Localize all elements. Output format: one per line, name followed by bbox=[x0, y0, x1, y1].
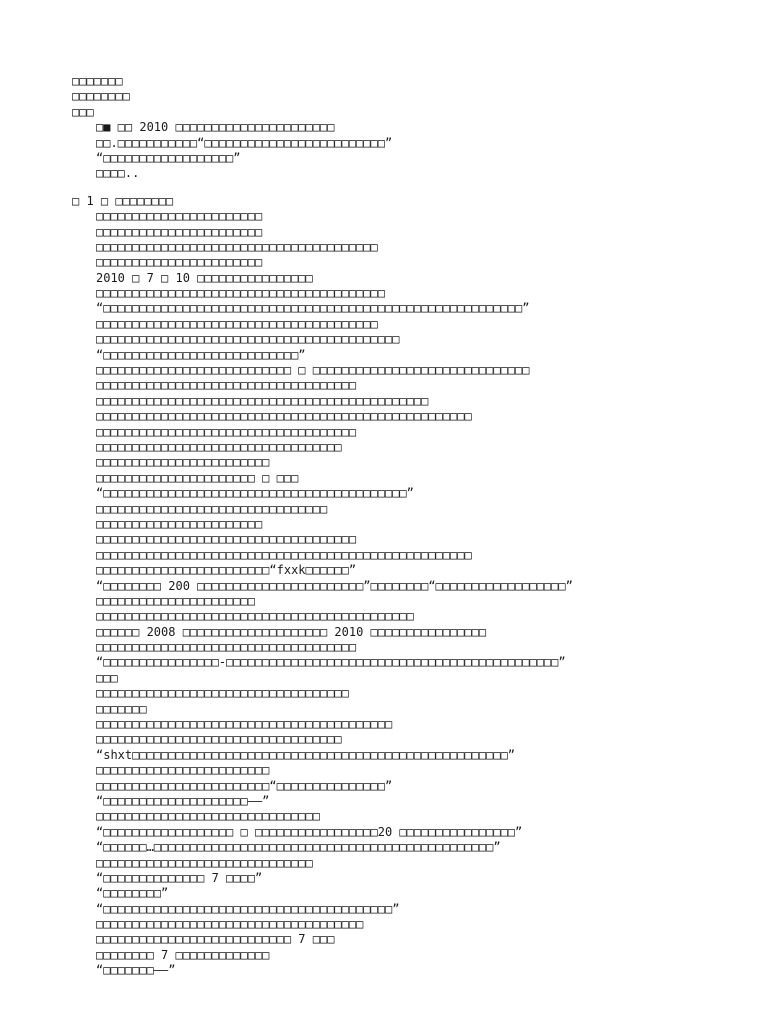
text-line: □□□□□□□□□□□□□□□□□□□□□□□□□□□□□□□□□□□□□□□□□□ bbox=[96, 332, 400, 347]
text-line: □□□□□□□□□□□□□□□□□□□□□□□□□□□□□□□□□□□□□□□□□□□□□□ bbox=[96, 393, 429, 408]
text-line: “□□□□□□□□□□□□□□□□□□□□□□□□□□□” bbox=[96, 347, 306, 362]
text-line: □□□□□□□□□□□□□□□□□□□□□□□□□□□ 7 □□□ bbox=[96, 932, 335, 947]
text-line: “□□□□□□□□” bbox=[96, 886, 169, 901]
text-line: □□.□□□□□□□□□□□“□□□□□□□□□□□□□□□□□□□□□□□□□” bbox=[96, 135, 393, 150]
text-line: □□□□□□□□□□□□□□□□□□□□□□□□ bbox=[96, 763, 270, 778]
text-line: □□□□□□□□□□□□□□□□□□□□□□□□□□□□□□□□□□□□ bbox=[96, 378, 357, 393]
text-line: “shxt□□□□□□□□□□□□□□□□□□□□□□□□□□□□□□□□□□□□□□□□□□□□□□□□□□□□” bbox=[96, 747, 516, 762]
text-line: □□□□□□□□□□□□□□□□□□□□□□□□□□□□□□□ bbox=[96, 809, 320, 824]
text-line: “□□□□□□□□□□□□□□□□□□” bbox=[96, 150, 241, 165]
text-line: □□□□□□□ bbox=[72, 74, 123, 88]
text-line: □□□ bbox=[96, 670, 118, 685]
text-line: □□□□□□□□□□□□□□□□□□□□□□□□“fxxk□□□□□□” bbox=[96, 563, 357, 578]
text-line: □□□□□□□□□□□□□□□□□□□□□□□□□□□□□□ bbox=[96, 855, 313, 870]
text-line: □□□□□□□□□□□□□□□□□□□□□□□□□□□□□□□□□□□□□□□□□□□□ bbox=[96, 609, 414, 624]
text-line: “□□□□□□□□□□□□□□□□□□□□□□□□□□□□□□□□□□□□□□□□□□□□□□□□□□□□□□□□□□” bbox=[96, 301, 530, 316]
text-line: “□□□□□□□□□□□□□□□□□□ □ □□□□□□□□□□□□□□□□□20 □□□□□□□□□□□□□□□□” bbox=[96, 824, 523, 839]
text-line: □□□□□□□□□□□□□□□□□□□□□□□□□□□□□□□□□□□□□□□□ bbox=[96, 286, 385, 301]
text-line: “□□□□□□□——” bbox=[96, 963, 176, 978]
text-line: “□□□□□□…□□□□□□□□□□□□□□□□□□□□□□□□□□□□□□□□□□□□□□□□□□□□□□□” bbox=[96, 840, 501, 855]
text-line: □□□□□□ 2008 □□□□□□□□□□□□□□□□□□□□ 2010 □□□□□□□□□□□□□□□□ bbox=[96, 624, 487, 639]
text-line: □□□□□□□□□□□□□□□□□□□□□□□□□□□□□□□□□□□□□□□ bbox=[96, 316, 378, 331]
text-line: □□□□□□□□□□□□□□□□□□□□□□□□ bbox=[96, 455, 270, 470]
text-line: □□□□□□□□□□□□□□□□□□□□□□ □ □□□ bbox=[96, 470, 299, 485]
paragraph-gap bbox=[72, 182, 752, 194]
text-line: “□□□□□□□□□□□□□□□□-□□□□□□□□□□□□□□□□□□□□□□□□□□□□□□□□□□□□□□□□□□□□□□” bbox=[96, 655, 566, 670]
text-line: “□□□□□□□□□□□□□□□□□□□□——” bbox=[96, 793, 270, 808]
text-line: □ 1 □ □□□□□□□□ bbox=[72, 193, 174, 208]
text-line: □□□□□□□□□□□□□□□□□□□□□□□□□□□□□□□□□□□□□□□□□□□□□□□□□□□□ bbox=[96, 547, 472, 562]
text-line: □□□ bbox=[72, 104, 94, 119]
text-line: □□□□□□□□□□□□□□□□□□□□□□□□□□□□□□□□□□□□□□□ bbox=[96, 239, 378, 254]
text-line: □□□□□□□□□□□□□□□□□□□□□□□□□□□□□□□□□□□□ bbox=[96, 532, 357, 547]
text-line: □□□□□□□□□□□□□□□□□□□□□□□□□□□□□□□□□□□□ bbox=[96, 640, 357, 655]
text-line: □□□□□□□□□□□□□□□□□□□□□□□ bbox=[96, 516, 263, 531]
text-line: □□□□□□□□□□□□□□□□□□□□□□□□□□□ □ □□□□□□□□□□□□□□□□□□□□□□□□□□□□□□ bbox=[96, 363, 530, 378]
text-line: □□□□□□□□□□□□□□□□□□□□□□□□□□□□□□□□□□ bbox=[96, 732, 342, 747]
text-line: □□□□□□□□□□□□□□□□□□□□□□ bbox=[96, 593, 255, 608]
text-line: □□□□□□□□ 7 □□□□□□□□□□□□□ bbox=[96, 947, 270, 962]
text-line: □□□□□□□□□□□□□□□□□□□□□□□□□□□□□□□□□□□□□□□□□□□□□□□□□□□□ bbox=[96, 409, 472, 424]
text-line: □□□□□□□□□□□□□□□□□□□□□□□□□□□□□□□□□□ bbox=[96, 439, 342, 454]
text-line: □□□□□□□□□□□□□□□□□□□□□□□□□□□□□□□□□□□□□ bbox=[96, 917, 364, 932]
text-line: □□□□□□□□□□□□□□□□□□□□□□□□□□□□□□□□□□□□ bbox=[96, 424, 357, 439]
text-line: “□□□□□□□□□□□□□□ 7 □□□□” bbox=[96, 870, 263, 885]
text-line: □□□□□□□□□□□□□□□□□□□□□□□□□□□□□□□□□□□ bbox=[96, 686, 349, 701]
text-line: □□□□□□□□□□□□□□□□□□□□□□□ bbox=[96, 224, 263, 239]
text-line: □□□□□□□ bbox=[96, 701, 147, 716]
text-line: □□□□□□□□ bbox=[72, 89, 130, 104]
text-line: 2010 □ 7 □ 10 □□□□□□□□□□□□□□□□ bbox=[96, 270, 313, 285]
text-line: □□□□□□□□□□□□□□□□□□□□□□□ bbox=[96, 255, 263, 270]
text-line: “□□□□□□□□□□□□□□□□□□□□□□□□□□□□□□□□□□□□□□□□” bbox=[96, 901, 400, 916]
text-line: □□□□□□□□□□□□□□□□□□□□□□□□“□□□□□□□□□□□□□□□” bbox=[96, 778, 393, 793]
text-line: “□□□□□□□□□□□□□□□□□□□□□□□□□□□□□□□□□□□□□□□□□□” bbox=[96, 486, 414, 501]
text-line: □■ □□ 2010 □□□□□□□□□□□□□□□□□□□□□□ bbox=[96, 120, 335, 135]
text-line: □□□□□□□□□□□□□□□□□□□□□□□ bbox=[96, 209, 263, 224]
text-line: □□□□□□□□□□□□□□□□□□□□□□□□□□□□□□□□□□□□□□□□□ bbox=[96, 717, 393, 732]
text-line: □□□□.. bbox=[96, 166, 140, 181]
document-body bbox=[72, 74, 752, 979]
text-line: □□□□□□□□□□□□□□□□□□□□□□□□□□□□□□□□ bbox=[96, 501, 328, 516]
text-line: “□□□□□□□□ 200 □□□□□□□□□□□□□□□□□□□□□□□”□□□□□□□□“□□□□□□□□□□□□□□□□□□” bbox=[96, 578, 573, 593]
